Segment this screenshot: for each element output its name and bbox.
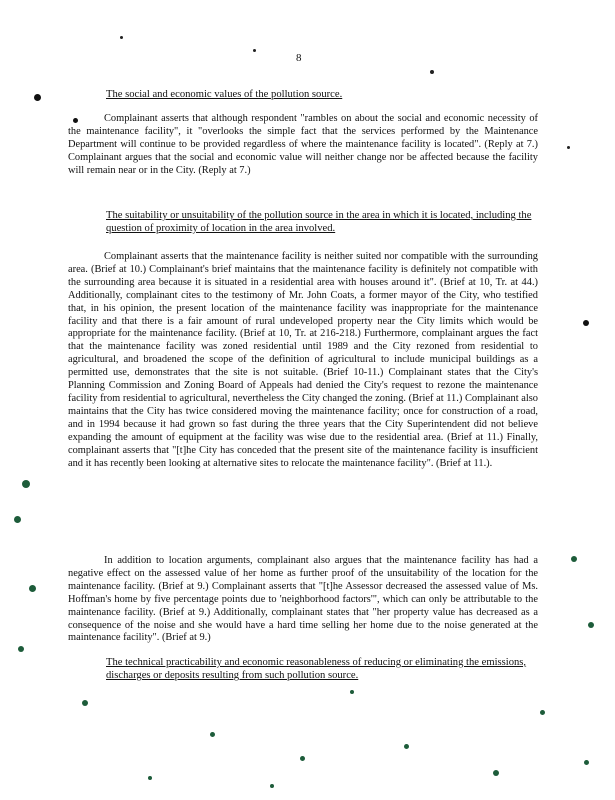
section-heading-suitability: The suitability or unsuitability of the pollution source in the area in which it is located, including the question of proximity of location in the area involved. — [106, 210, 532, 234]
scan-speck — [584, 760, 589, 765]
paragraph-suitability-property-value: In addition to location arguments, complainant also argues that the maintenance facility has had a negative effect on the assessed value of her home as further proof of the unsuitability of the location for the maintenance facility. (Brief at 9.) Complainant asserts that "[t]he Assessor decreased the assessed value of Ms. Hoffman's home by five percentage points due to 'neighborhood factors'", which can only be attributable to the maintenance facility. (Brief at 9.) Additionally, complainant states that "her property value has decreased as a consequence of the noise and she would have a hard time selling her home due to the noise generated at the maintenance facility". (Brief at 9.) — [68, 555, 538, 644]
scan-speck — [350, 690, 354, 694]
paragraph-suitability-location: Complainant asserts that the maintenance facility is neither suited nor compatible with the surrounding area. (Brief at 10.) Complainant's brief maintains that the maintenance facility is definitely not compatible with the surrounding area because it is situated in a residential area with houses around it". (Brief at 10, Tr. at 44.) Additionally, complainant cites to the testimony of Mr. John Coats, a former mayor of the City, who testified that, in his opinion, the present location of the maintenance facility was inappropriate for the maintenance facility and that there is a fair amount of rural undeveloped property near the City limits which would be appropriate for the maintenance facility. (Brief at 10, Tr. at 216-218.) Furthermore, complainant argues the fact that the maintenance facility was zoned residential until 1989 and the City rezoned from residential to agricultural, and broadened the scope of the definition of agricultural to include municipal buildings as a permitted use, demonstrates that the site is not suitable. (Brief 10-11.) Complainant states that the City's Planning Commission and Zoning Board of Appeals had denied the City's request to rezone the maintenance facility from residential to agricultural, nevertheless the City changed the zoning. (Brief at 11.) Complainant also maintains that the City has twice considered moving the maintenance facility; once for construction of a road, and in 1994 because it had grown so fast during the three years that the City Superintendent did not believe expanding the amount of equipment at the facility was wise due to the residential area. (Brief at 11.) Finally, complainant asserts that "[t]he City has conceded that the present site of the maintenance facility is insufficient and it has recently been looking at alternative sites to relocate the maintenance facility". (Brief at 11.). — [68, 251, 538, 469]
scan-speck — [567, 146, 570, 149]
scan-speck — [148, 776, 152, 780]
scan-speck — [253, 49, 256, 52]
page-number: 8 — [296, 52, 302, 64]
scan-speck — [493, 770, 499, 776]
scan-speck — [22, 480, 30, 488]
scan-speck — [82, 700, 88, 706]
scan-speck — [540, 710, 545, 715]
scan-speck — [583, 320, 589, 326]
scan-speck — [571, 556, 577, 562]
scan-speck — [300, 756, 305, 761]
scan-speck — [18, 646, 24, 652]
scan-speck — [430, 70, 434, 74]
scan-speck — [34, 94, 41, 101]
paragraph-social-economic: Complainant asserts that although respondent "rambles on about the social and economic necessity of the maintenance facility", it "overlooks the simple fact that the services performed by the Maintenance Department will continue to be provided regardless of where the maintenance facility is located". (Reply at 7.) Complainant argues that the social and economic value will neither change nor be affected because the facility will remain near or in the City. (Reply at 7.) — [68, 113, 538, 176]
scan-speck — [588, 622, 594, 628]
scan-speck — [210, 732, 215, 737]
scan-speck — [270, 784, 274, 788]
section-heading-technical-practicability: The technical practicability and economic reasonableness of reducing or eliminating the emissions, discharges or deposits resulting from such pollution source. — [106, 657, 527, 681]
section-heading-social-economic: The social and economic values of the pollution source. — [106, 89, 343, 100]
scan-speck — [404, 744, 409, 749]
scan-speck — [14, 516, 21, 523]
scan-speck — [29, 585, 36, 592]
scan-speck — [120, 36, 123, 39]
